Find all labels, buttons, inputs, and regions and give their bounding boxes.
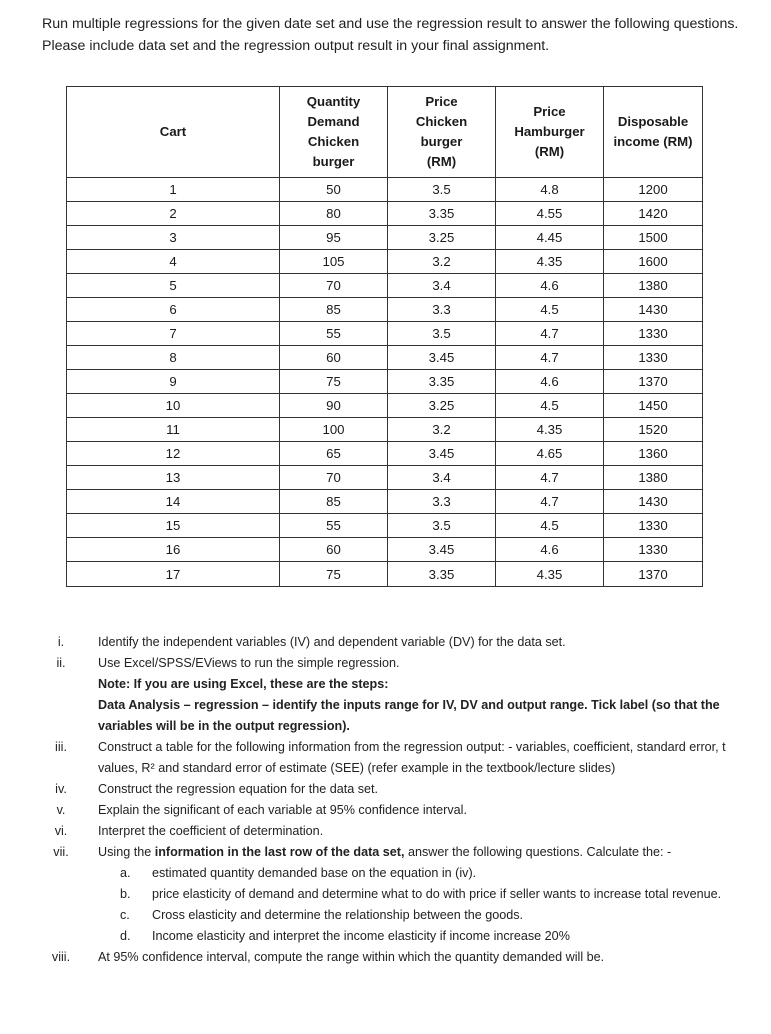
cell-cart: 17 — [67, 562, 280, 587]
cell-price-hamburger: 4.7 — [496, 490, 604, 514]
sub-question-text: Cross elasticity and determine the relationship between the goods. — [152, 908, 524, 922]
table-row — [67, 298, 703, 322]
sub-question-b — [42, 884, 742, 905]
cell-price-hamburger: 4.35 — [496, 562, 604, 587]
cell-cart: 5 — [67, 274, 280, 298]
table-row — [67, 202, 703, 226]
sub-question-letter: a. — [120, 866, 131, 880]
question-i — [42, 632, 742, 653]
cell-quantity-demand: 80 — [280, 202, 388, 226]
cell-price-hamburger: 4.7 — [496, 346, 604, 370]
cell-price-chicken-burger: 3.35 — [388, 202, 496, 226]
cell-disposable-income: 1380 — [604, 274, 703, 298]
cell-price-chicken-burger: 3.3 — [388, 298, 496, 322]
sub-question-text: estimated quantity demanded base on the equation in (iv). — [152, 866, 477, 880]
cell-price-hamburger: 4.8 — [496, 178, 604, 202]
sub-question-text: Income elasticity and interpret the income elasticity if income increase 20% — [152, 929, 570, 943]
cell-disposable-income: 1430 — [604, 490, 703, 514]
instructions-paragraph: Run multiple regressions for the given date set and use the regression result to answer the following questions. Please include data set and the regression output result in your final assignment. — [42, 16, 739, 54]
question-number: iv. — [55, 782, 67, 796]
question-text: Explain the significant of each variable at 95% confidence interval. — [98, 803, 467, 817]
cell-price-chicken-burger: 3.2 — [388, 250, 496, 274]
cell-price-hamburger: 4.35 — [496, 250, 604, 274]
header-price-chicken-burger — [388, 87, 496, 178]
excel-note-steps: Data Analysis – regression – identify the inputs range for IV, DV and output range. Tick label (so that the variables will be in the output regression). — [98, 698, 720, 733]
table-row — [67, 322, 703, 346]
cell-price-chicken-burger: 3.25 — [388, 394, 496, 418]
header-price-hamburger-label: Price Hamburger (RM) — [514, 104, 585, 159]
cell-cart: 4 — [67, 250, 280, 274]
cell-price-chicken-burger: 3.25 — [388, 226, 496, 250]
question-text-bold: information in the last row of the data set, — [154, 845, 405, 859]
sub-question-letter: b. — [120, 887, 131, 901]
cell-disposable-income: 1420 — [604, 202, 703, 226]
cell-disposable-income: 1450 — [604, 394, 703, 418]
cell-price-hamburger: 4.7 — [496, 322, 604, 346]
cell-cart: 13 — [67, 466, 280, 490]
header-price-chicken-burger-label: Price Chicken burger (RM) — [415, 94, 468, 169]
cell-disposable-income: 1370 — [604, 562, 703, 587]
question-text-pre: Using the — [98, 845, 155, 859]
header-disposable-income-label: Disposable income (RM) — [613, 114, 693, 149]
cell-cart: 1 — [67, 178, 280, 202]
cell-price-chicken-burger: 3.45 — [388, 538, 496, 562]
cell-quantity-demand: 75 — [280, 562, 388, 587]
cell-quantity-demand: 95 — [280, 226, 388, 250]
cell-price-hamburger: 4.35 — [496, 418, 604, 442]
sub-question-letter: c. — [120, 908, 130, 922]
cell-cart: 7 — [67, 322, 280, 346]
cell-quantity-demand: 65 — [280, 442, 388, 466]
cell-cart: 8 — [67, 346, 280, 370]
cell-cart: 11 — [67, 418, 280, 442]
cell-cart: 6 — [67, 298, 280, 322]
cell-cart: 15 — [67, 514, 280, 538]
question-number: vii. — [53, 845, 69, 859]
cell-price-hamburger: 4.7 — [496, 466, 604, 490]
cell-disposable-income: 1330 — [604, 514, 703, 538]
table-row — [67, 418, 703, 442]
question-number: ii. — [56, 656, 66, 670]
question-number: i. — [57, 635, 65, 649]
cell-quantity-demand: 75 — [280, 370, 388, 394]
excel-note-title: Note: If you are using Excel, these are the steps: — [98, 677, 389, 691]
cell-disposable-income: 1380 — [604, 466, 703, 490]
header-cart: Cart — [67, 87, 280, 178]
cell-price-chicken-burger: 3.2 — [388, 418, 496, 442]
question-ii — [42, 653, 742, 674]
cell-price-hamburger: 4.6 — [496, 274, 604, 298]
cell-disposable-income: 1430 — [604, 298, 703, 322]
cell-price-hamburger: 4.45 — [496, 226, 604, 250]
cell-quantity-demand: 90 — [280, 394, 388, 418]
question-text: At 95% confidence interval, compute the range within which the quantity demanded will be. — [98, 950, 605, 964]
question-vi — [42, 821, 742, 842]
cell-price-chicken-burger: 3.45 — [388, 346, 496, 370]
cell-disposable-income: 1200 — [604, 178, 703, 202]
table-row — [67, 562, 703, 587]
table-body — [67, 178, 703, 587]
table-row — [67, 394, 703, 418]
cell-price-chicken-burger: 3.35 — [388, 370, 496, 394]
cell-price-hamburger: 4.5 — [496, 298, 604, 322]
table-row — [67, 442, 703, 466]
cell-price-hamburger: 4.65 — [496, 442, 604, 466]
cell-disposable-income: 1330 — [604, 346, 703, 370]
header-quantity-demand — [280, 87, 388, 178]
table-row — [67, 466, 703, 490]
cell-price-hamburger: 4.55 — [496, 202, 604, 226]
cell-cart: 3 — [67, 226, 280, 250]
cell-price-hamburger: 4.5 — [496, 514, 604, 538]
question-number: v. — [56, 803, 66, 817]
question-vii — [42, 842, 742, 863]
table-row — [67, 370, 703, 394]
table-row — [67, 226, 703, 250]
sub-question-c — [42, 905, 742, 926]
question-text: Identify the independent variables (IV) and dependent variable (DV) for the data set. — [98, 635, 566, 649]
cell-price-chicken-burger: 3.3 — [388, 490, 496, 514]
table-header-row — [67, 87, 703, 178]
table-row — [67, 538, 703, 562]
question-text-post: answer the following questions. Calculate the: - — [404, 845, 672, 859]
sub-question-letter: d. — [120, 929, 131, 943]
cell-quantity-demand: 105 — [280, 250, 388, 274]
cell-quantity-demand: 55 — [280, 514, 388, 538]
table-row — [67, 250, 703, 274]
question-viii — [42, 947, 742, 968]
question-v — [42, 800, 742, 821]
cell-disposable-income: 1500 — [604, 226, 703, 250]
cell-quantity-demand: 85 — [280, 490, 388, 514]
header-price-hamburger — [496, 87, 604, 178]
question-iv — [42, 779, 742, 800]
cell-quantity-demand: 60 — [280, 538, 388, 562]
question-text: Construct a table for the following information from the regression output: - variables, coefficient, standard error, t values, R² and standard error of estimate (SEE) (refer example in the textbook/lecture slides) — [98, 740, 726, 775]
cell-price-hamburger: 4.6 — [496, 538, 604, 562]
cell-cart: 16 — [67, 538, 280, 562]
cell-price-chicken-burger: 3.5 — [388, 514, 496, 538]
cell-cart: 14 — [67, 490, 280, 514]
cell-price-chicken-burger: 3.35 — [388, 562, 496, 587]
cell-quantity-demand: 70 — [280, 274, 388, 298]
data-table — [66, 86, 703, 587]
cell-disposable-income: 1360 — [604, 442, 703, 466]
cell-disposable-income: 1330 — [604, 538, 703, 562]
cell-price-hamburger: 4.5 — [496, 394, 604, 418]
cell-cart: 10 — [67, 394, 280, 418]
cell-price-chicken-burger: 3.5 — [388, 178, 496, 202]
question-text: Interpret the coefficient of determination. — [98, 824, 324, 838]
cell-disposable-income: 1520 — [604, 418, 703, 442]
question-text: Use Excel/SPSS/EViews to run the simple regression. — [98, 656, 400, 670]
table-row — [67, 178, 703, 202]
cell-price-chicken-burger: 3.4 — [388, 466, 496, 490]
question-number: viii. — [51, 950, 71, 964]
cell-price-hamburger: 4.6 — [496, 370, 604, 394]
header-disposable-income — [604, 87, 703, 178]
question-number: iii. — [55, 740, 67, 754]
cell-cart: 2 — [67, 202, 280, 226]
cell-quantity-demand: 100 — [280, 418, 388, 442]
cell-disposable-income: 1330 — [604, 322, 703, 346]
table-row — [67, 514, 703, 538]
table-row — [67, 490, 703, 514]
cell-cart: 9 — [67, 370, 280, 394]
cell-disposable-income: 1370 — [604, 370, 703, 394]
header-quantity-demand-label: Quantity Demand Chicken burger — [306, 94, 361, 169]
question-list — [42, 632, 742, 968]
cell-price-chicken-burger: 3.4 — [388, 274, 496, 298]
table-row — [67, 346, 703, 370]
sub-question-a — [42, 863, 742, 884]
cell-disposable-income: 1600 — [604, 250, 703, 274]
sub-question-text: price elasticity of demand and determine what to do with price if seller wants to increase total revenue. — [152, 887, 722, 901]
cell-cart: 12 — [67, 442, 280, 466]
question-number: vi. — [54, 824, 68, 838]
question-iii — [42, 737, 742, 779]
question-text: Construct the regression equation for the data set. — [98, 782, 379, 796]
table-row — [67, 274, 703, 298]
cell-quantity-demand: 60 — [280, 346, 388, 370]
cell-quantity-demand: 70 — [280, 466, 388, 490]
cell-price-chicken-burger: 3.45 — [388, 442, 496, 466]
sub-question-d — [42, 926, 742, 947]
cell-price-chicken-burger: 3.5 — [388, 322, 496, 346]
cell-quantity-demand: 85 — [280, 298, 388, 322]
cell-quantity-demand: 50 — [280, 178, 388, 202]
cell-quantity-demand: 55 — [280, 322, 388, 346]
